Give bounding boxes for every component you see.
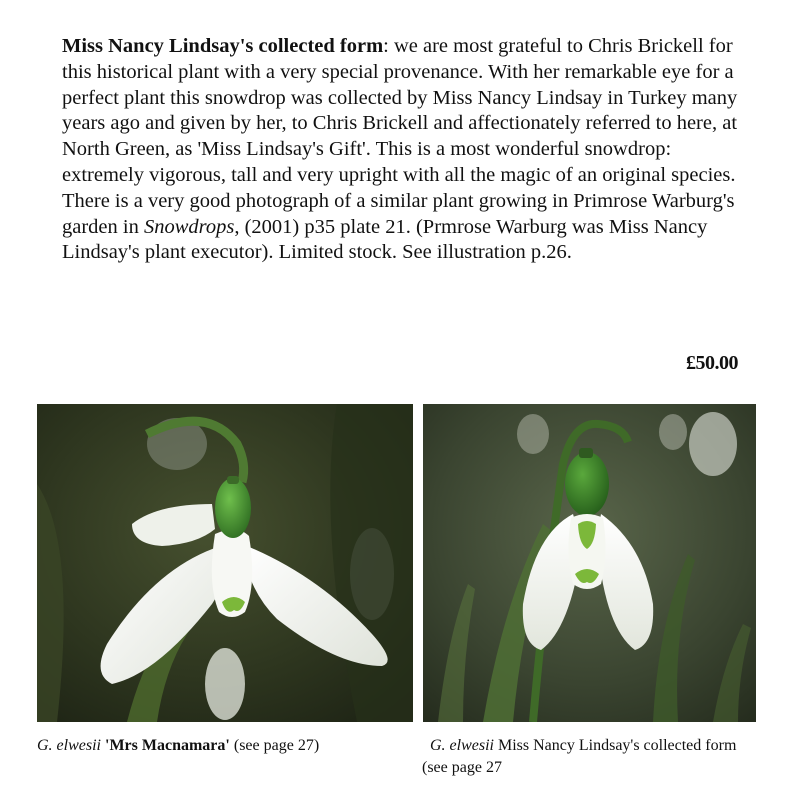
- photo-nancy-lindsay-form: [423, 404, 756, 722]
- photo-mrs-macnamara: [37, 404, 413, 722]
- caption-mrs-macnamara: [37, 735, 417, 757]
- caption-species: G. elwesii: [430, 737, 494, 754]
- caption-page-ref: (see page 27): [229, 737, 320, 754]
- snowdrop-photo-right: [423, 404, 756, 722]
- caption-description: Miss Nancy Lindsay's collected form (see page 27: [422, 737, 737, 776]
- price-label: £50.00: [686, 352, 738, 374]
- description-text-part2: , (2001) p35 plate 21. (Prmrose Warburg was Miss Nancy Lindsay's plant executor). Limited stock. See illustration p.26.: [62, 215, 708, 264]
- caption-species: G. elwesii: [37, 737, 101, 754]
- snowdrop-photo-left: [37, 404, 413, 722]
- caption-cultivar: 'Mrs Macnamara': [105, 737, 230, 754]
- description-paragraph: [62, 34, 752, 266]
- description-text-part1: : we are most grateful to Chris Brickell for this historical plant with a very special provenance. With her remarkable eye for a perfect plant this snowdrop was collected by Miss Nancy Lindsay in Turkey many years ago and given by her, to Chris Brickell and affectionately referred to here, at North Green, as 'Miss Lindsay's Gift'. This is a most wonderful snowdrop: extremely vigorous, tall and very upright with all the magic of an original species. There is a very good photograph of a similar plant growing in Primrose Warburg's garden in: [62, 35, 738, 238]
- book-title: Snowdrops: [143, 215, 235, 238]
- caption-nancy-lindsay: [422, 735, 762, 779]
- description-lead: Miss Nancy Lindsay's collected form: [62, 35, 384, 57]
